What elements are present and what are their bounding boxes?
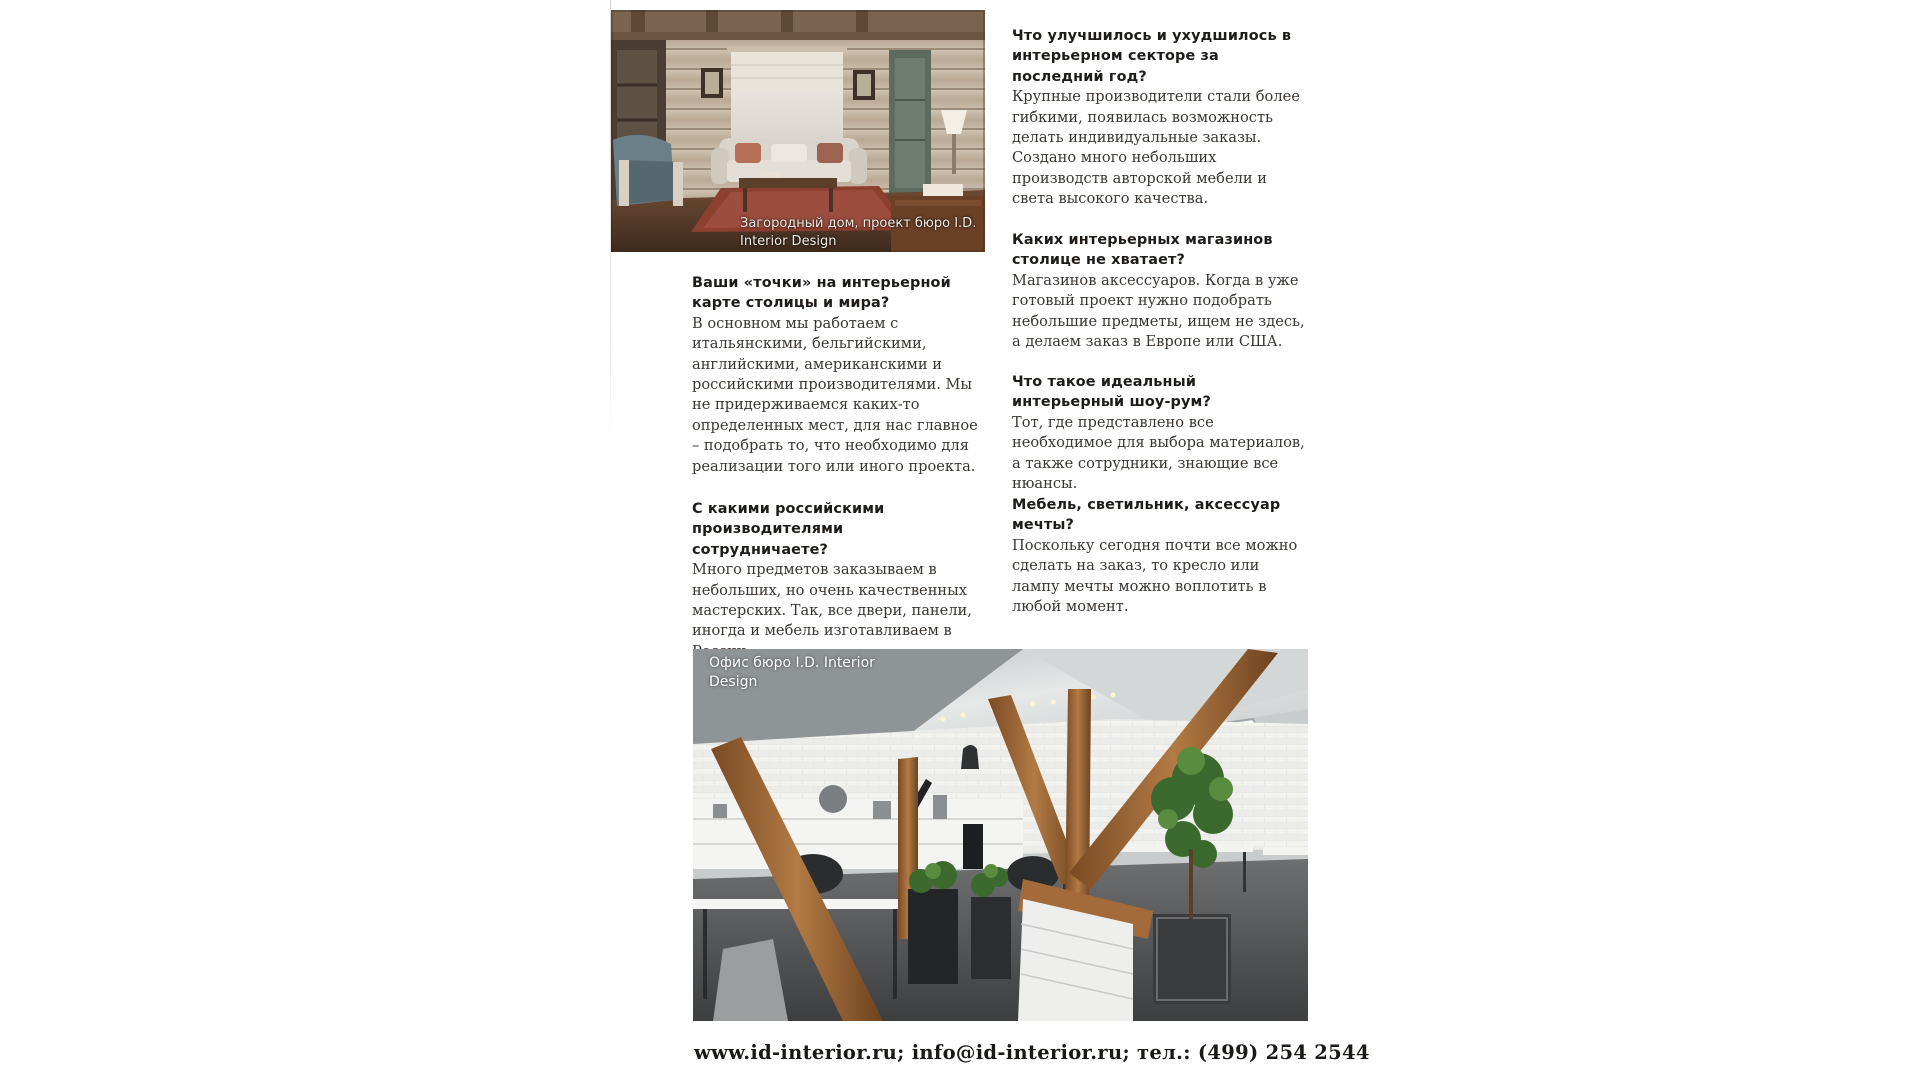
qa-block-year-changes (1012, 26, 1308, 210)
qa-block-showroom (1012, 372, 1308, 494)
question-text: Мебель, светильник, аксессуар мечты? (1012, 497, 1281, 534)
question-text: Что улучшилось и ухудшилось в интерьерном секторе за последний год? (1012, 28, 1292, 85)
answer-text: Тот, где представлено все необходимое для выбора материалов, а также сотрудники, знающие все нюансы. (1012, 413, 1305, 493)
office-photo-caption: Офис бюро I.D. Interior Design (709, 655, 875, 690)
question-text: С какими российскими производителями сотрудничаете? (692, 501, 885, 558)
answer-text: Много предметов заказываем в небольших, но очень качественных мастерских. Так, все двери, панели, иногда и мебель изготавливаем в (692, 561, 972, 640)
qa-block-points (692, 273, 984, 477)
footer-contacts: www.id-interior.ru; info@id-interior.ru; тел.: (499) 254 2544 (694, 1041, 1370, 1064)
answer-text: Крупные производители стали более гибкими, появилась возможность делать индивидуальные заказы. Создано много небольших производств авторской мебели и света высокого качества. (1012, 88, 1300, 208)
answer-text: В основном мы работаем с итальянскими, бельгийскими, английскими, американскими и российскими производителями. Мы не придерживаемся каких-то определенных мест, для нас главное – подобрать то, что необходимо для реализации того или иного проекта. (692, 314, 978, 475)
cabin-photo-caption: Загородный дом, проект бюро I.D. Interior Design (740, 216, 977, 249)
qa-block-missing-shops (1012, 230, 1308, 352)
question-text: Что такое идеальный интерьерный шоу-рум? (1012, 374, 1211, 411)
answer-text: Магазинов аксессуаров. Когда в уже готовый проект нужно подобрать небольшие предметы, ищем не здесь, а делаем заказ в Европе или США. (1012, 271, 1305, 351)
qa-block-russian-makers (692, 499, 984, 662)
question-text: Ваши «точки» на интерьерной карте столицы и мира? (692, 275, 951, 312)
question-text: Каких интерьерных магазинов столице не хватает? (1012, 232, 1273, 269)
qa-block-dream-items (1012, 495, 1308, 617)
office-attic-photo (693, 649, 1308, 1021)
answer-text: Поскольку сегодня почти все можно сделать на заказ, то кресло или лампу мечты можно воплотить в любой момент. (1012, 536, 1298, 616)
